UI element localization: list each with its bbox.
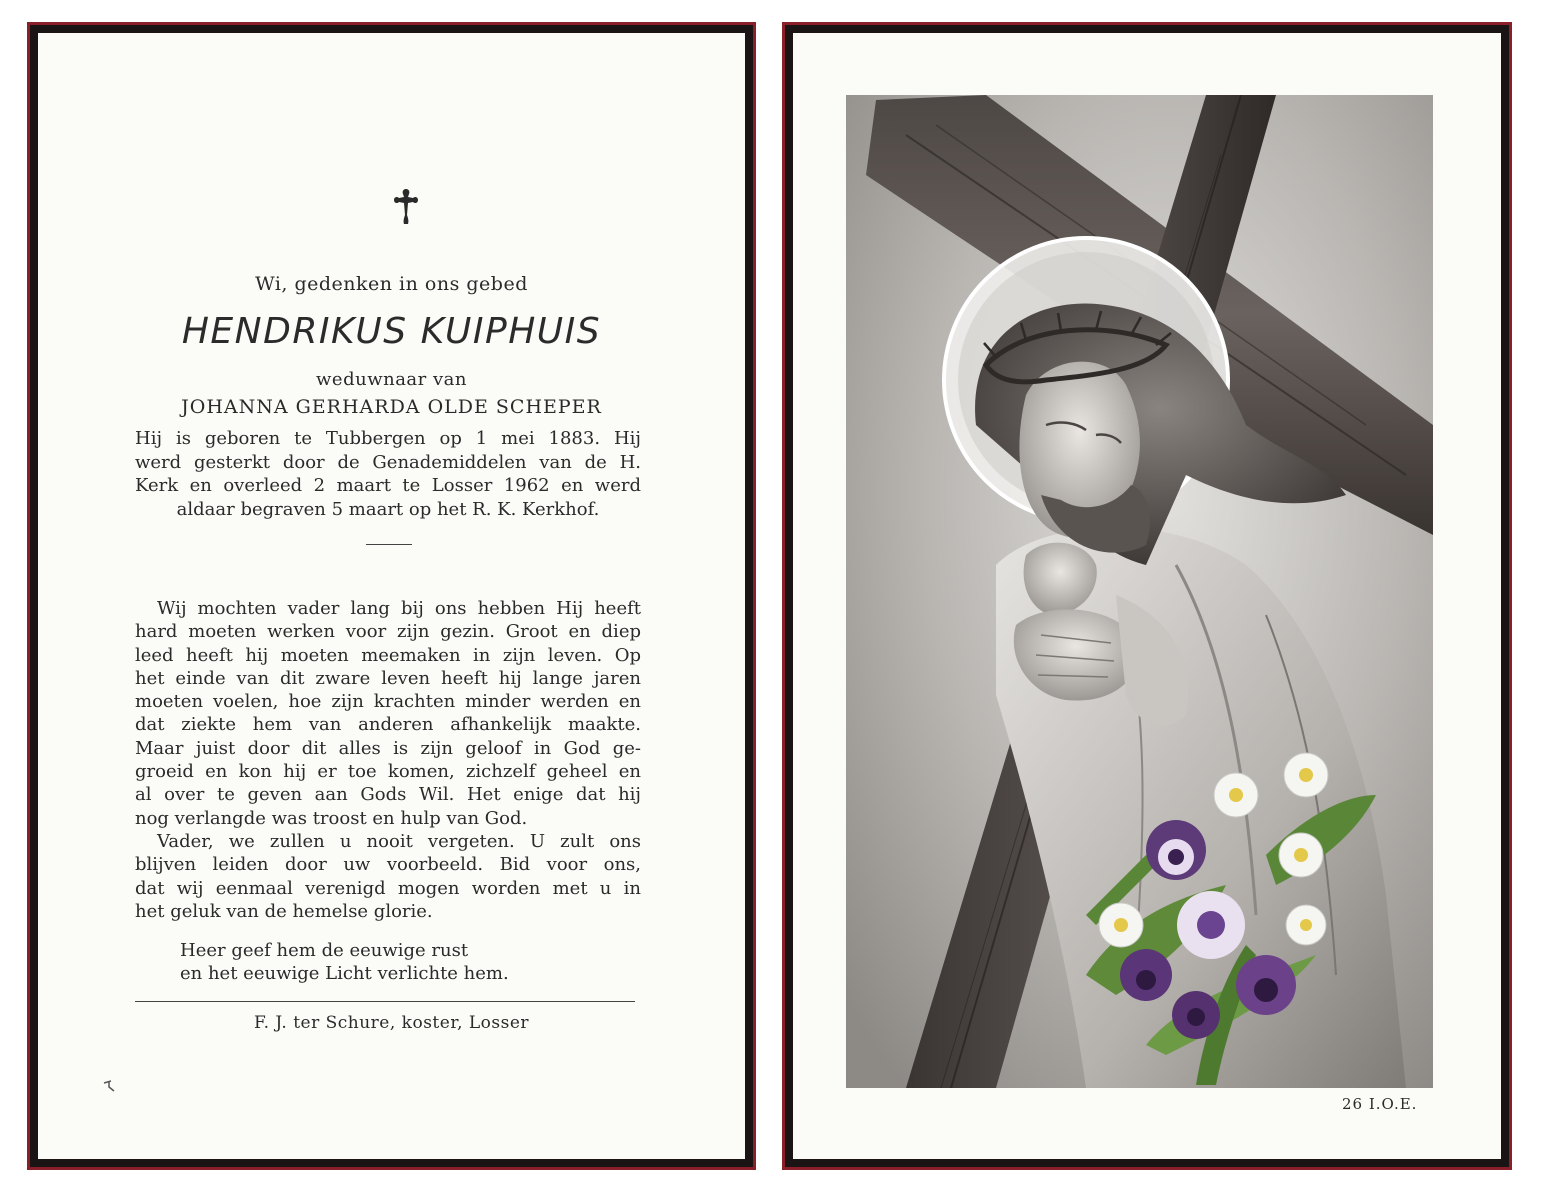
remembrance-line: moeten voelen, hoe zijn krachten minder werden en xyxy=(135,691,641,713)
devotional-illustration xyxy=(846,95,1433,1088)
remembrance-line: Vader, we zullen u nooit vergeten. U zult ons xyxy=(157,830,641,852)
biography-line: aldaar begraven 5 maart op het R. K. Kerkhof. xyxy=(176,498,600,520)
prayer-line: Heer geef hem de eeuwige rust xyxy=(180,940,469,961)
pencil-mark-icon xyxy=(100,1077,118,1095)
intro-line: Wi, gedenken in ons gebed xyxy=(255,273,528,295)
printer-credit: F. J. ter Schure, koster, Losser xyxy=(253,1013,530,1033)
biography-line: Hij is geboren te Tubbergen op 1 mei 1883. Hij xyxy=(135,428,641,449)
remembrance-line: Maar juist door dit alles is zijn geloof in God ge- xyxy=(135,737,641,759)
card-border xyxy=(30,25,753,1167)
long-divider xyxy=(135,1001,635,1002)
remembrance-line: dat ziekte hem van anderen afhankelijk maakte. xyxy=(135,714,641,736)
deceased-name: HENDRIKUS KUIPHUIS xyxy=(181,311,602,352)
remembrance-line: leed heeft hij moeten meemaken in zijn leven. Op xyxy=(135,644,641,666)
card-paper xyxy=(793,33,1501,1159)
jesus-carrying-cross-image xyxy=(846,95,1433,1088)
biography-paragraph xyxy=(135,427,641,521)
remembrance-line: al over te geven aan Gods Wil. Het enige dat hij xyxy=(135,784,641,806)
plate-code: 26 I.O.E. xyxy=(1342,1095,1418,1113)
remembrance-line: het einde van dit zware leven heeft hij lange jaren xyxy=(135,667,641,689)
memorial-card-text-side xyxy=(27,22,756,1170)
memorial-card-picture-side xyxy=(782,22,1512,1170)
remembrance-line: hard moeten werken voor zijn gezin. Groot en diep xyxy=(135,621,641,643)
remembrance-line: blijven leiden door uw voorbeeld. Bid voor ons, xyxy=(135,854,641,876)
card-paper xyxy=(38,33,745,1159)
relation-line: weduwnaar van xyxy=(316,369,467,390)
prayer-line: en het eeuwige Licht verlichte hem. xyxy=(180,963,509,984)
spouse-name: JOHANNA GERHARDA OLDE SCHEPER xyxy=(181,396,602,418)
closing-prayer xyxy=(180,939,509,985)
biography-line: Kerk en overleed 2 maart te Losser 1962 en werd xyxy=(135,475,641,496)
biography-line: werd gesterkt door de Genademiddelen van de H. xyxy=(135,451,641,473)
remembrance-line: groeid en kon hij er toe komen, zichzelf geheel en xyxy=(135,761,641,783)
remembrance-line: Wij mochten vader lang bij ons hebben Hij heeft xyxy=(157,598,641,619)
short-divider xyxy=(366,544,412,545)
remembrance-text xyxy=(135,597,641,923)
remembrance-line: het geluk van de hemelse glorie. xyxy=(135,900,433,922)
remembrance-line: nog verlangde was troost en hulp van God. xyxy=(135,807,528,829)
remembrance-line: dat wij eenmaal verenigd mogen worden met u in xyxy=(135,877,641,899)
card-border xyxy=(785,25,1509,1167)
cross-icon xyxy=(391,185,421,227)
